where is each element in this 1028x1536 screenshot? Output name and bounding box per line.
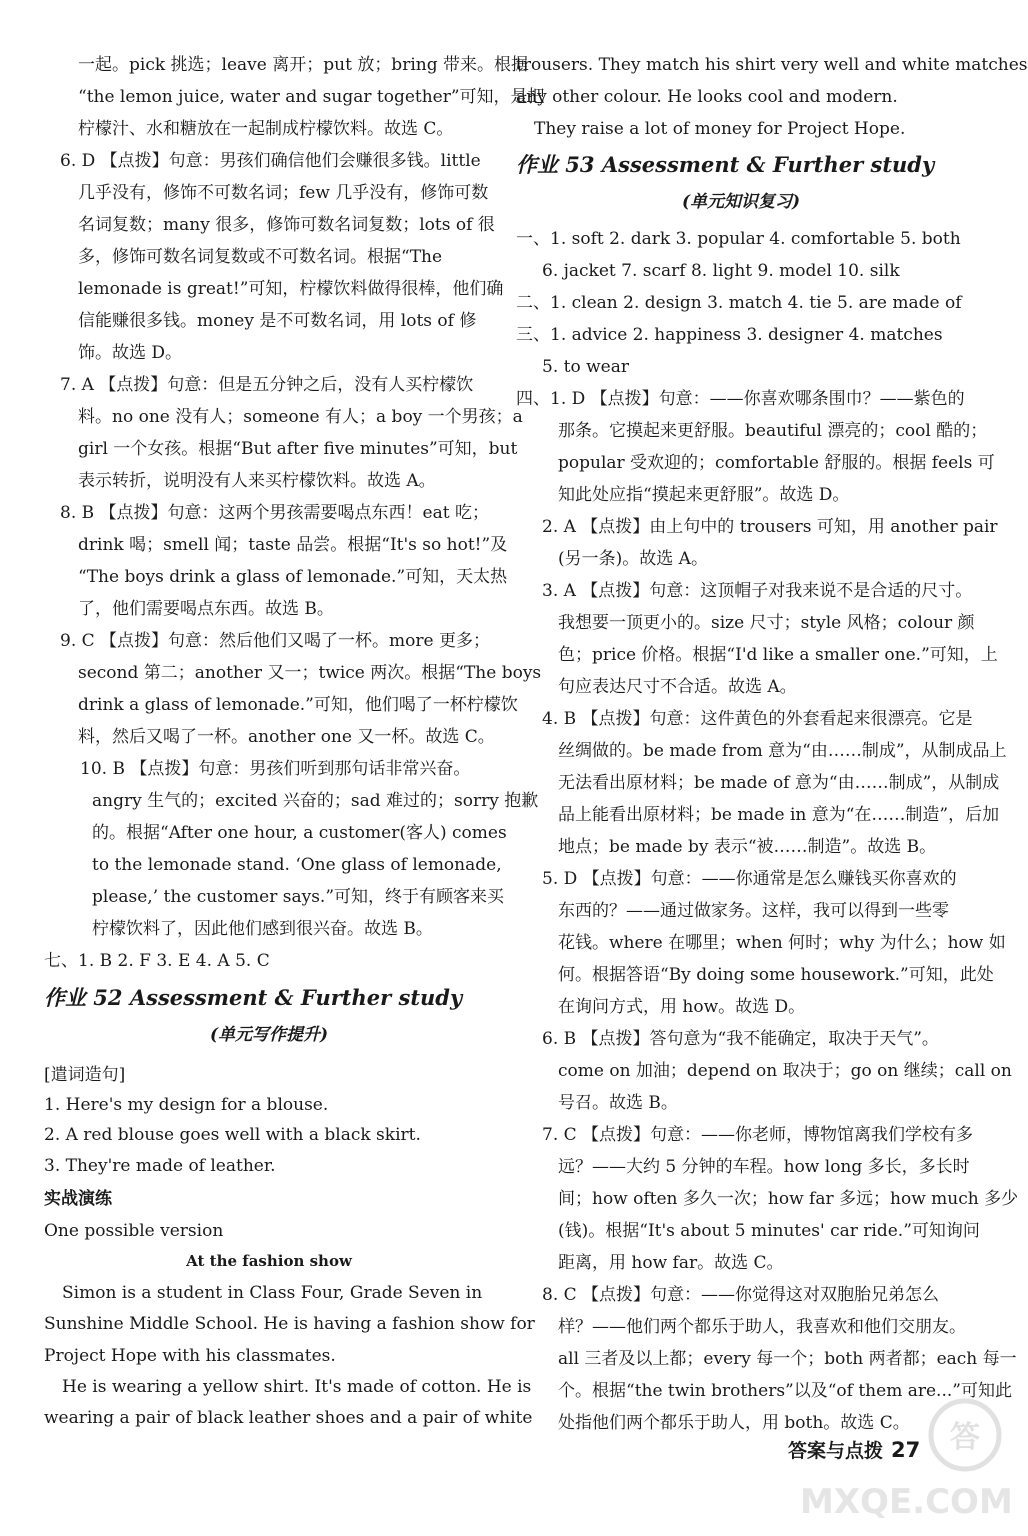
section-title: 作业 53 Assessment & Further study: [516, 152, 935, 177]
text-line: 样？——他们两个都乐于助人，我喜欢和他们交朋友。: [558, 1317, 966, 1337]
text-line: 地点；be made by 表示“被……制造”。故选 B。: [558, 837, 937, 857]
text-line: 知此处应指“摸起来更舒服”。故选 D。: [558, 485, 850, 505]
essay-line: He is wearing a yellow shirt. It's made of cotton. He is: [62, 1377, 532, 1397]
section-title: 作业 52 Assessment & Further study: [44, 985, 463, 1010]
text-line: 了，他们需要喝点东西。故选 B。: [78, 599, 334, 619]
svg-text:MXQE.COM: MXQE.COM: [800, 1482, 1013, 1522]
page-number: 27: [891, 1438, 921, 1462]
text-line: 一起。pick 挑选；leave 离开；put 放；bring 带来。根据: [78, 55, 528, 75]
answer-row: 七、1. B 2. F 3. E 4. A 5. C: [44, 951, 270, 971]
text-line: 饰。故选 D。: [78, 343, 183, 363]
text-line: angry 生气的；excited 兴奋的；sad 难过的；sorry 抱歉: [92, 791, 539, 811]
answer-row: 6. jacket 7. scarf 8. light 9. model 10. silk: [542, 261, 900, 281]
text-line: all 三者及以上都；every 每一个；both 两者都；each 每一: [558, 1349, 1017, 1369]
text-line: 2. A 【点拨】由上句中的 trousers 可知，用 another pair: [542, 517, 998, 537]
text-line: 7. A 【点拨】句意：但是五分钟之后，没有人买柠檬饮: [60, 375, 474, 395]
text-line: 8. B 【点拨】句意：这两个男孩需要喝点东西！eat 吃；: [60, 503, 489, 523]
version-label: One possible version: [44, 1221, 224, 1241]
text-line: 的。根据“After one hour, a customer(客人) comes: [92, 823, 507, 843]
essay-title: At the fashion show: [186, 1252, 352, 1270]
text-line: 10. B 【点拨】句意：男孩们听到那句话非常兴奋。: [80, 759, 471, 779]
text-line: please,’ the customer says.”可知，终于有顾客来买: [92, 887, 505, 907]
text-line: to the lemonade stand. ‘One glass of lemonade,: [92, 855, 502, 875]
text-line: lemonade is great!”可知，柠檬饮料做得很棒，他们确: [78, 279, 504, 299]
section-subtitle: (单元写作提升): [209, 1025, 329, 1045]
text-line: 东西的？——通过做家务。这样，我可以得到一些零: [558, 901, 949, 921]
text-line: second 第二；another 又一；twice 两次。根据“The boys: [78, 663, 542, 683]
text-line: 花钱。where 在哪里；when 何时；why 为什么；how 如: [558, 933, 1006, 953]
text-line: 丝绸做的。be made from 意为“由……制成”，从制成品上: [558, 741, 1007, 761]
text-line: “the lemon juice, water and sugar together”可知，是把: [78, 87, 545, 107]
footer-label: 答案与点拨: [788, 1440, 884, 1462]
text-line: 距离，用 how far。故选 C。: [558, 1253, 784, 1273]
text-line: 几乎没有，修饰不可数名词；few 几乎没有，修饰可数: [78, 183, 489, 203]
text-line: 表示转折，说明没有人来买柠檬饮料。故选 A。: [78, 471, 436, 491]
text-line: 句应表达尺寸不合适。故选 A。: [558, 677, 797, 697]
text-line: drink a glass of lemonade.”可知，他们喝了一杯柠檬饮: [78, 695, 518, 715]
text-line: 我想要一顶更小的。size 尺寸；style 风格；colour 颜: [558, 613, 975, 633]
text-line: 何。根据答语“By doing some housework.”可知，此处: [558, 965, 994, 985]
text-line: 间；how often 多久一次；how far 多远；how much 多少: [558, 1189, 1019, 1209]
sentence: 1. Here's my design for a blouse.: [44, 1095, 329, 1115]
text-line: 6. B 【点拨】答句意为“我不能确定，取决于天气”。: [542, 1029, 939, 1049]
text-line: 料，然后又喝了一杯。another one 又一杯。故选 C。: [78, 727, 495, 747]
text-line: 信能赚很多钱。money 是不可数名词，用 lots of 修: [78, 311, 477, 331]
answer-row: 一、1. soft 2. dark 3. popular 4. comfortable 5. both: [516, 229, 961, 249]
text-line: 6. D 【点拨】句意：男孩们确信他们会赚很多钱。little: [60, 151, 481, 171]
essay-line: wearing a pair of black leather shoes and a pair of white: [44, 1408, 533, 1428]
essay-line: Simon is a student in Class Four, Grade Seven in: [62, 1283, 483, 1303]
text-line: come on 加油；depend on 取决于；go on 继续；call on: [558, 1061, 1012, 1081]
essay-line: Project Hope with his classmates.: [44, 1346, 336, 1366]
text-line: 名词复数；many 很多，修饰可数名词复数；lots of 很: [78, 215, 495, 235]
text-line: 四、1. D 【点拨】句意：——你喜欢哪条围巾？——紫色的: [516, 389, 965, 409]
text-line: 料。no one 没有人；someone 有人；a boy 一个男孩；a: [78, 407, 523, 427]
answer-row: 二、1. clean 2. design 3. match 4. tie 5. are made of: [516, 293, 962, 313]
text-line: 9. C 【点拨】句意：然后他们又喝了一杯。more 更多；: [60, 631, 490, 651]
answer-row: 三、1. advice 2. happiness 3. designer 4. matches: [516, 325, 943, 345]
text-line: “The boys drink a glass of lemonade.”可知，天太热: [78, 567, 508, 587]
text-line: 多，修饰可数名词复数或不可数名词。根据“The: [78, 247, 443, 267]
text-line: (钱)。根据“It's about 5 minutes' car ride.”可知询问: [558, 1221, 980, 1241]
subsection-heading: 实战演练: [44, 1189, 112, 1209]
text-line: 品上能看出原材料；be made in 意为“在……制造”，后加: [558, 805, 1000, 825]
sentence: 3. They're made of leather.: [44, 1156, 276, 1176]
text-line: 7. C 【点拨】句意：——你老师，博物馆离我们学校有多: [542, 1125, 974, 1145]
sentence: 2. A red blouse goes well with a black skirt.: [44, 1125, 421, 1145]
text-line: (另一条)。故选 A。: [558, 549, 708, 569]
text-line: 色；price 价格。根据“I'd like a smaller one.”可知，上: [558, 645, 998, 665]
text-line: 个。根据“the twin brothers”以及“of them are...”可知此: [558, 1381, 1012, 1401]
text-line: popular 受欢迎的；comfortable 舒服的。根据 feels 可: [558, 453, 995, 473]
svg-text:答: 答: [950, 1420, 980, 1455]
text-line: 那条。它摸起来更舒服。beautiful 漂亮的；cool 酷的；: [558, 421, 988, 441]
essay-line: trousers. They match his shirt very well and white matches: [516, 55, 1028, 75]
text-line: 远？——大约 5 分钟的车程。how long 多长，多长时: [558, 1157, 970, 1177]
text-line: 4. B 【点拨】句意：这件黄色的外套看起来很漂亮。它是: [542, 709, 973, 729]
text-line: girl 一个女孩。根据“But after five minutes”可知，but: [78, 439, 518, 459]
essay-line: Sunshine Middle School. He is having a fashion show for: [44, 1314, 535, 1334]
answer-row: 5. to wear: [542, 357, 629, 377]
text-line: 无法看出原材料；be made of 意为“由……制成”，从制成: [558, 773, 1000, 793]
page-footer: [788, 1437, 920, 1464]
section-subtitle: (单元知识复习): [681, 192, 801, 212]
essay-line: any other colour. He looks cool and modern.: [516, 87, 898, 107]
text-line: 号召。故选 B。: [558, 1093, 678, 1113]
text-line: 3. A 【点拨】句意：这顶帽子对我来说不是合适的尺寸。: [542, 581, 973, 601]
text-line: 柠檬饮料了，因此他们感到很兴奋。故选 B。: [92, 919, 433, 939]
essay-line: They raise a lot of money for Project Hope.: [534, 119, 906, 139]
text-line: 柠檬汁、水和糖放在一起制成柠檬饮料。故选 C。: [78, 119, 454, 139]
text-line: 处指他们两个都乐于助人，用 both。故选 C。: [558, 1413, 910, 1433]
text-line: 5. D 【点拨】句意：——你通常是怎么赚钱买你喜欢的: [542, 869, 957, 889]
subsection-heading: [遣词造句]: [44, 1065, 126, 1085]
text-line: drink 喝；smell 闻；taste 品尝。根据“It's so hot!”及: [78, 535, 508, 555]
text-line: 8. C 【点拨】句意：——你觉得这对双胞胎兄弟怎么: [542, 1285, 940, 1305]
text-line: 在询问方式，用 how。故选 D。: [558, 997, 806, 1017]
